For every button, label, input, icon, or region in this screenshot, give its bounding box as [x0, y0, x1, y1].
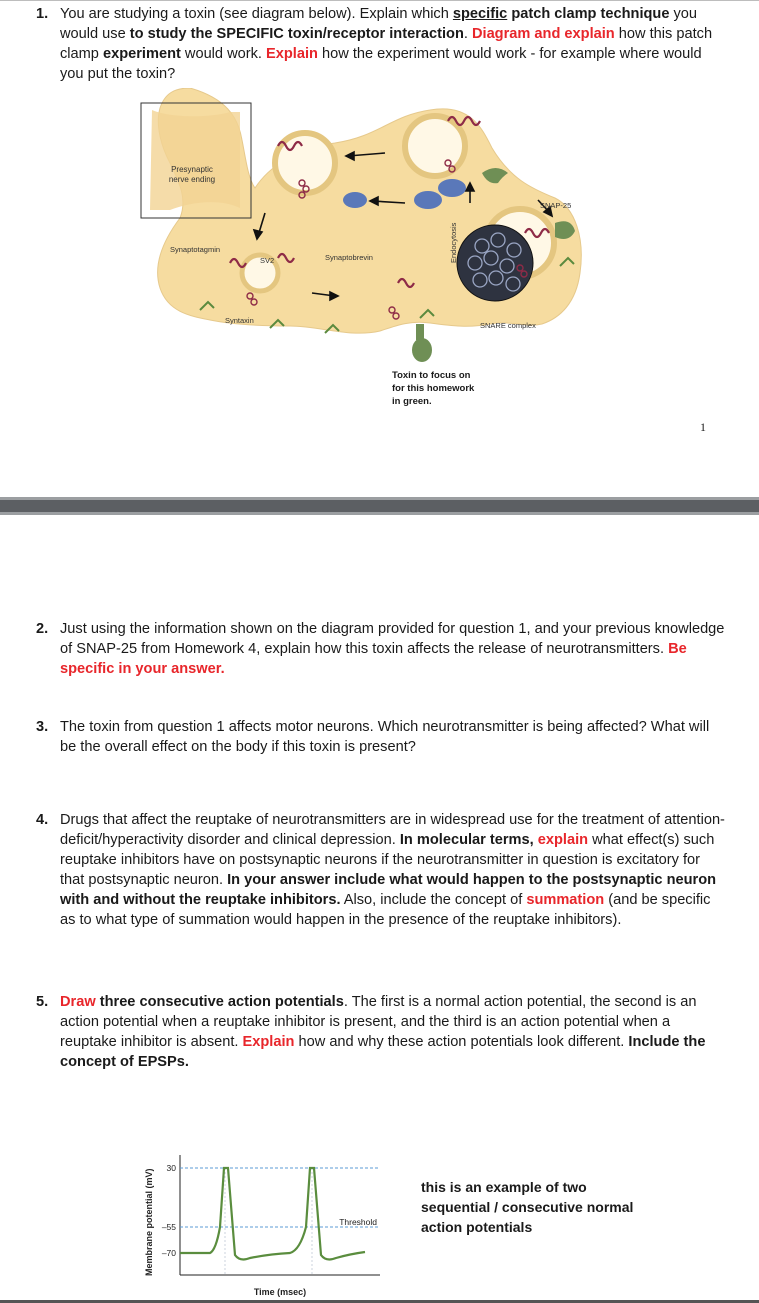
question-number: 4.: [36, 812, 49, 828]
q4-emph-summation: summation: [526, 892, 605, 908]
q1-emph-experiment: experiment: [102, 46, 181, 62]
label-snare-complex: SNARE complex: [480, 321, 536, 330]
label-presynaptic-2: nerve ending: [168, 175, 216, 184]
question-text: [60, 4, 726, 84]
q4-emph-molecular: In molecular terms,: [399, 832, 534, 848]
vesicle: [405, 116, 465, 176]
page-break-band: [0, 500, 759, 512]
page-number: 1: [700, 420, 706, 434]
question-number: 2.: [36, 621, 49, 637]
q4-text-d: (and be specific as to what type of summation would happen in the presence of the reuptake inhibitors).: [60, 892, 711, 928]
graph-x-axis-label: Time (msec): [253, 1287, 307, 1297]
q5-emph-draw: Draw: [60, 994, 96, 1010]
q2-text-a: Just using the information shown on the diagram provided for question 1, and your previous knowledge of SNAP-25 from Homework 4, explain how this toxin affects the release of neurotransmitters.: [60, 621, 725, 657]
tick-label-neg70: –70: [161, 1248, 176, 1258]
q1-emph-diagram: Diagram and explain: [471, 26, 615, 42]
question-number: 3.: [36, 719, 49, 735]
example-note: this is an example of two sequential / consecutive normal action potentials: [421, 1179, 634, 1235]
label-presynaptic-1: Presynaptic: [171, 165, 213, 174]
q4-text-b: what effect(s) such reuptake inhibitors have on postsynaptic neurons if the neurotransmitter in question is excitatory for that postsynaptic neuron.: [60, 832, 715, 888]
q1-emph-explain: Explain: [266, 46, 318, 62]
q1-emph-specific: specific: [452, 6, 508, 22]
q4-text-c: Also, include the concept of: [340, 892, 527, 908]
q3-text-a: The toxin from question 1 affects motor neurons. Which neurotransmitter is being affected? What will be the overall effect on the body if this toxin is present?: [60, 719, 710, 755]
q4-emph-answer: In your answer include what would happen to the postsynaptic neuron with and without the reuptake inhibitors.: [60, 872, 717, 908]
q1-emph-patch: patch clamp technique: [507, 6, 670, 22]
q4-text-a: Drugs that affect the reuptake of neurotransmitters are in widespread use for the treatment of attention-deficit/hyperactivity disorder and clinical depression.: [60, 812, 725, 848]
question-text: [60, 717, 726, 757]
q5-emph-explain: Explain: [242, 1034, 295, 1050]
label-synaptobrevin: Synaptobrevin: [325, 253, 373, 262]
label-endocytosis: Endocytosis: [449, 222, 458, 263]
action-potential-trace: [180, 1168, 365, 1259]
q4-emph-explain: explain: [537, 832, 589, 848]
toxin-note-line-1: Toxin to focus on: [392, 370, 471, 381]
toxin-note-line-3: in green.: [392, 396, 432, 407]
question-number: 1.: [36, 6, 49, 22]
q5-text-a: . The first is a normal action potential, the second is an action potential when a reuptake inhibitor is present, and the third is an action potential when a reuptake inhibitor is absent.: [60, 994, 697, 1050]
q1-text-e: would work.: [180, 46, 267, 62]
q1-text-d: how this patch clamp: [60, 26, 713, 62]
question-number: 5.: [36, 994, 49, 1010]
toxin-note-line-2: for this homework: [392, 383, 475, 394]
question-text: [60, 810, 726, 930]
question-text: [60, 619, 726, 679]
q2-emph-specific: Be specific in your answer.: [60, 641, 687, 677]
question-text: [60, 992, 726, 1072]
presynaptic-inset-shape: [150, 110, 240, 210]
tick-label-neg55: –55: [161, 1222, 176, 1232]
q5-emph-three: three consecutive action potentials: [95, 994, 344, 1010]
page-break-separator: [0, 497, 759, 516]
page-break-edge-bottom: [0, 512, 759, 515]
synaptic-vesicle-cycle-diagram: [130, 88, 590, 418]
q5-emph-epsps: Include the concept of EPSPs.: [60, 1034, 706, 1070]
q1-emph-study: to study the SPECIFIC toxin/receptor interaction: [129, 26, 464, 42]
page-top-rule: [0, 0, 759, 1]
label-synaptotagmin: Synaptotagmin: [170, 245, 221, 254]
q1-text-f: how the experiment would work - for example where would you put the toxin?: [60, 46, 702, 82]
label-sv2: SV2: [260, 256, 275, 265]
q1-text-a: You are studying a toxin (see diagram below). Explain which: [60, 6, 453, 22]
action-potential-graph: [140, 1150, 390, 1300]
label-syntaxin: Syntaxin: [225, 316, 254, 325]
q1-text-c: .: [463, 26, 472, 42]
q1-text-b: you would use: [60, 6, 698, 42]
tick-label-30: 30: [166, 1163, 176, 1173]
label-snap25: SNAP-25: [540, 201, 572, 210]
graph-y-axis-label: Membrane potential (mV): [144, 1168, 154, 1276]
q5-text-b: how and why these action potentials look different.: [294, 1034, 629, 1050]
threshold-label: Threshold: [339, 1217, 377, 1227]
